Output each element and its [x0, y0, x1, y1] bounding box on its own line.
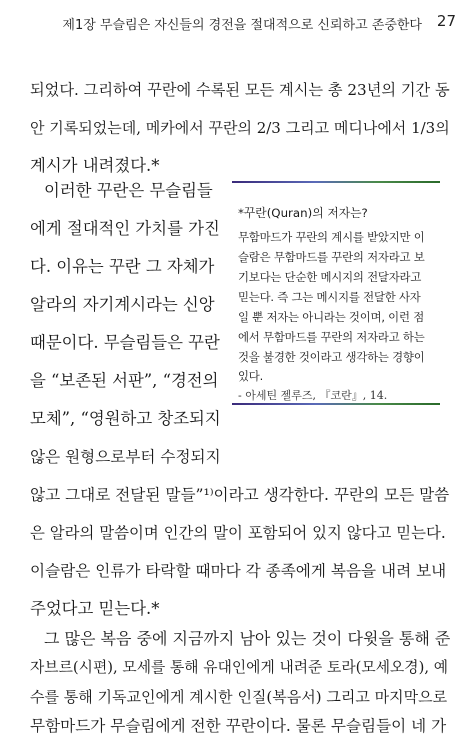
sidebar-line: 기보다는 단순한 메시지의 전달자라고 [238, 270, 422, 284]
body-line: 알라의 자기계시라는 신앙 [30, 295, 215, 314]
sidebar-citation: - 아세틴 젤루즈, 『코란』, 14. [238, 389, 388, 402]
body-line: 다. 이유는 꾸란 그 자체가 [30, 257, 215, 276]
body-line: 이슬람은 인류가 타락할 때마다 각 종족에게 복음을 내려 보내 [30, 562, 447, 580]
sidebar-note [232, 181, 440, 403]
body-line: 모체”, “영원하고 창조되지 [30, 409, 221, 428]
sidebar-title: *꾸란(Quran)의 저자는? [238, 206, 368, 220]
body-line: 이러한 꾸란은 무슬림들 [44, 181, 213, 200]
sidebar-top-rule [232, 181, 440, 183]
sidebar-bottom-rule [232, 403, 440, 405]
body-line: 주었다고 믿는다.* [30, 599, 160, 618]
body-line: 그 많은 복음 중에 지금까지 남아 있는 것이 다윗을 통해 준 [44, 629, 451, 648]
body-line: 않고 그대로 전달된 말들”¹⁾이라고 생각한다. 꾸란의 모든 말씀 [30, 486, 450, 504]
sidebar-line: 무함마드가 꾸란의 계시를 받았지만 이 [238, 230, 425, 244]
page-number: 27 [436, 12, 456, 30]
body-line: 은 알라의 말씀이며 인간의 말이 포함되어 있지 않다고 믿는다. [30, 524, 446, 542]
chapter-title: 제1장 무슬림은 자신들의 경전을 절대적으로 신뢰하고 존중한다 [62, 18, 422, 33]
body-line: 안 기록되었는데, 메카에서 꾸란의 2/3 그리고 메디나에서 1/3의 [30, 119, 450, 137]
sidebar-line: 믿는다. 즉 그는 메시지를 전달한 사자 [238, 290, 421, 304]
body-line: 자브르(시편), 모세를 통해 유대인에게 내려준 토라(모세오경), 예 [30, 659, 449, 676]
body-line: 수를 통해 기독교인에게 계시한 인질(복음서) 그리고 마지막으로 [30, 688, 448, 706]
sidebar-line: 슬람은 무함마드를 꾸란의 저자라고 보 [238, 250, 425, 264]
body-line: 계시가 내려졌다.* [30, 156, 160, 175]
sidebar-line: 것을 불경한 것이라고 생각하는 경향이 [238, 350, 425, 364]
body-line: 에게 절대적인 가치를 가진 [30, 219, 220, 238]
body-line: 않은 원형으로부터 수정되지 [30, 448, 221, 466]
sidebar-line: 있다. [238, 369, 264, 383]
body-line: 때문이다. 무슬림들은 꾸란 [30, 333, 220, 352]
running-header [0, 14, 470, 44]
body-line: 무함마드가 무슬림에게 전한 꾸란이다. 물론 무슬림들이 네 가 [30, 717, 447, 735]
body-line: 되었다. 그리하여 꾸란에 수록된 모든 계시는 총 23년의 기간 동 [30, 81, 450, 99]
body-line: 을 “보존된 서판”, “경전의 [30, 371, 219, 390]
sidebar-line: 일 뿐 저자는 아니라는 것이며, 이런 점 [238, 310, 424, 324]
sidebar-line: 에서 무함마드를 꾸란의 저자라고 하는 [238, 330, 425, 344]
